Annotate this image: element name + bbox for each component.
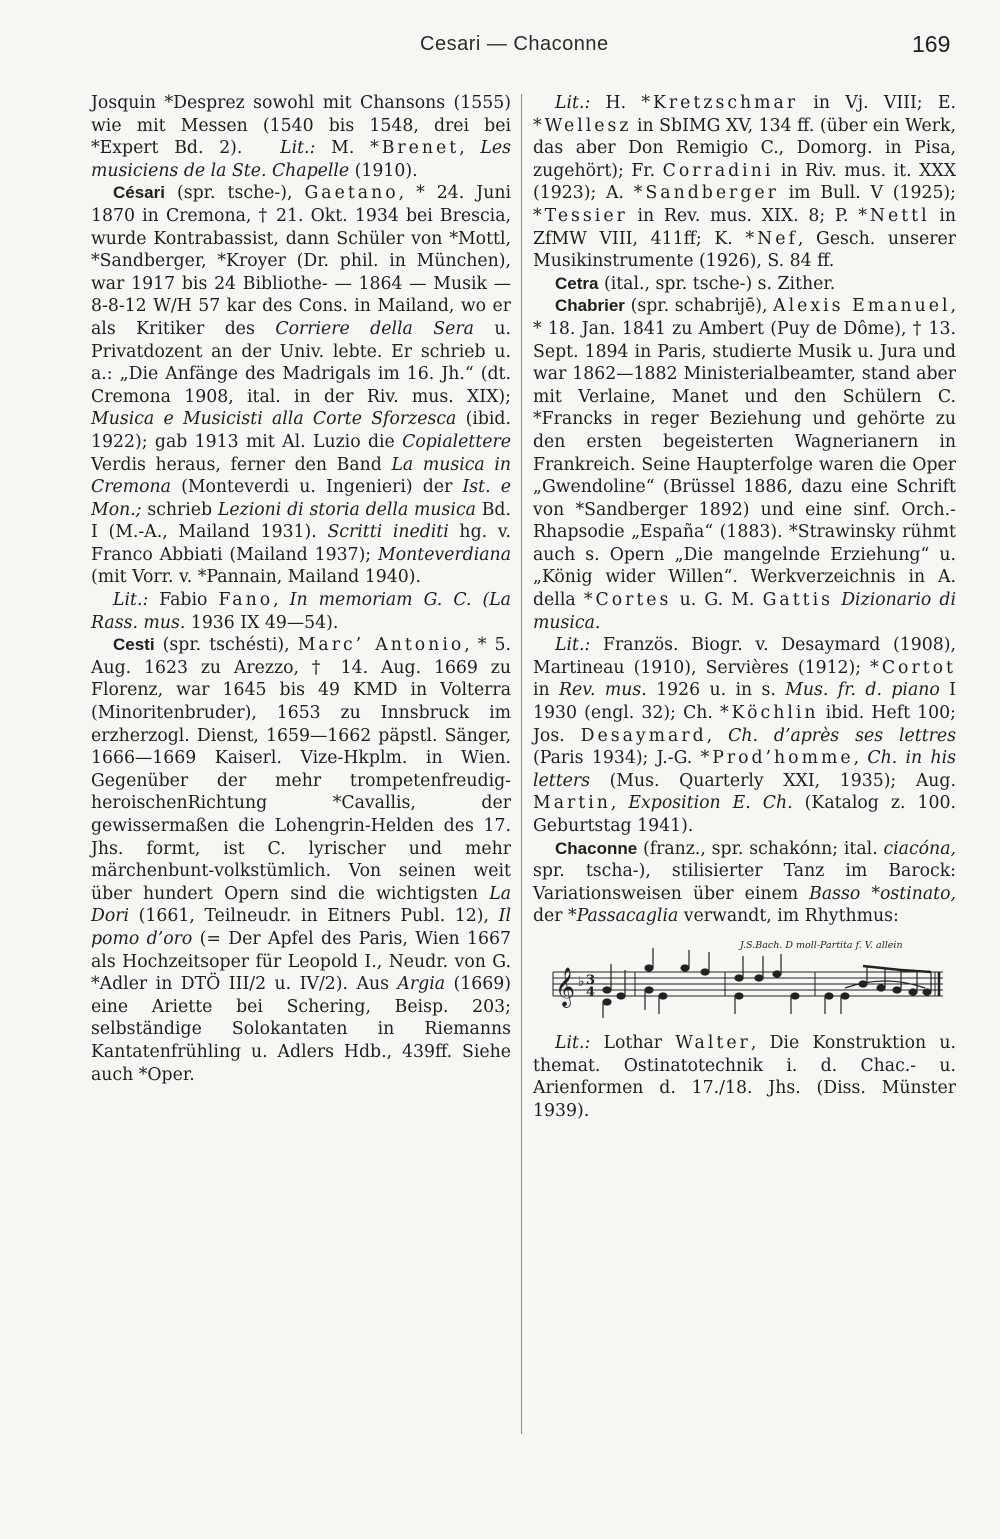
entry-josquin-continuation: Josquin *Desprez sowohl mit Chansons (1555) wie mit Messen (1540 bis 1548, drei bei *Expert Bd. 2). Lit.: M. *Brenet, Les musiciens de la Ste. Chapelle (1910).: [91, 93, 511, 181]
music-example: [545, 934, 945, 1024]
time-sig-top: 3: [586, 972, 596, 988]
entry-chaconne-literature: Lit.: Lothar Walter, Die Konstruktion u. themat. Ostinatotechnik i. d. Chac.- u. Arienformen d. 17./18. Jhs. (Diss. Münster 1939).: [533, 1032, 956, 1121]
column-divider: [521, 94, 522, 1434]
entry-cesti: Cesti (spr. tschésti), Marc’ Antonio, * 5. Aug. 1623 zu Arezzo, † 14. Aug. 1669 zu Florenz, war 1645 bis 49 KMD in Volterra (Minoritenbruder), 1653 zu Innsbruck im erzherzogl. Dienst, 1659—1662 päpstl. Sänger, 1666—1669 Kaiserl. Vize-Hkplm. in Wien. Gegenüber der mehr trompetenfreudig-heroischenRichtung *Cavallis, der gewissermaßen die Lohengrin-Helden des 17. Jhs. formt, ist C. lyrischer und mehr märchenbunt-volkstümlich. Von seinen weit über hundert Opern sind die wichtigsten La Dori (1661, Teilneudr. in Eitners Publ. 12), Il pomo d’oro (= Der Apfel des Paris, Wien 1667 als Hochzeitsoper für Leopold I., Neudr. von G. *Adler in DTÖ III/2 u. IV/2). Aus Argia (1669) eine Ariette bei Schering, Beisp. 203; selbständige Solokantaten in Riemanns Kantatenfrühling u. Adlers Hdb., 439ff. Siehe auch *Oper.: [91, 635, 511, 1085]
music-caption: J.S.Bach. D moll-Partita f. V. allein: [740, 939, 903, 951]
entry-chabrier: Chabrier (spr. schabrijē), Alexis Emanuel, * 18. Jan. 1841 zu Ambert (Puy de Dôme), † 13. Sept. 1894 in Paris, studierte Musik u. Jura und war 1862—1882 Ministerialbeamter, stand aber mit Verlaine, Manet und den Schülern C. *Francks in reger Beziehung und gehörte zu den ersten begeisterten Wagnerianern in Frankreich. Seine Haupterfolge waren die Oper „Gwendoline“ (Brüssel 1886, dazu eine Schrift von *Sandberger 1892) und eine sinf. Orch.-Rhapsodie „España“ (1883). *Strawinsky rühmt auch s. Opern „Die mangelnde Erziehung“ u. „König wider Willen“. Werkverzeichnis in A. della *Cortes u. G. M. Gattis Dizionario di musica. Lit.: Französ. Biogr. v. Desaymard (1908), Martineau (1910), Servières (1912); *Cortot in Rev. mus. 1926 u. in s. Mus. fr. d. piano I 1930 (engl. 32); Ch. *Köchlin ibid. Heft 100; Jos. Desaymard, Ch. d’après ses lettres (Paris 1934); J.-G. *Prod’homme, Ch. in his letters (Mus. Quarterly XXI, 1935); Aug. Martin, Exposition E. Ch. (Katalog z. 100. Geburtstag 1941).: [533, 296, 957, 836]
entry-cesari: Césari (spr. tsche-), Gaetano, * 24. Juni 1870 in Cremona, † 21. Okt. 1934 bei Brescia, wurde Kontrabassist, dann Schüler von *Mottl, *Sandberger, *Kroyer (Dr. phil. in München), war 1917 bis 24 Bibliothe- — 1864 — Musik — 8-8-12 W/H 57 kar des Cons. in Mailand, wo er als Kritiker des Corriere della Sera u. Privatdozent an der Univ. lebte. Er schrieb u. a.: „Die Anfänge des Madrigals im 16. Jh.“ (dt. Cremona 1908, ital. in der Riv. mus. XIX); Musica e Musicisti alla Corte Sforzesca (ibid. 1922); gab 1913 mit Al. Luzio die Copialettere Verdis heraus, ferner den Band La musica in Cremona (Monteverdi u. Ingenieri) der Ist. e Mon.; schrieb Lezioni di storia della musica Bd. I (M.-A., Mailand 1931). Scritti inediti hg. v. Franco Abbiati (Mailand 1937); Monteverdiana (mit Vorr. v. *Pannain, Mailand 1940). Lit.: Fabio Fano, In memoriam G. C. (La Rass. mus. 1936 IX 49—54).: [91, 183, 512, 633]
right-column: [533, 92, 956, 1122]
running-title: Cesari — Chaconne: [420, 33, 609, 55]
time-sig-bottom: 4: [586, 984, 596, 1000]
running-head: [0, 33, 1000, 63]
music-notation-figure: [545, 934, 945, 1024]
headword: Chabrier: [555, 296, 625, 316]
headword: Cesti: [113, 635, 155, 655]
page-number: 169: [912, 31, 951, 57]
treble-clef-icon: 𝄞: [555, 966, 576, 1007]
entry-cetra: Cetra (ital., spr. tsche-) s. Zither.: [555, 273, 836, 294]
headword: Césari: [113, 183, 165, 203]
headword: Cetra: [555, 273, 599, 293]
beams: [863, 966, 931, 972]
notes: [603, 948, 931, 1018]
entry-chaconne: Chaconne (franz., spr. schakónn; ital. ciacóna, spr. tscha-), stilisierter Tanz im Barock: Variationsweisen über einem Basso *ostinato, der *Passacaglia verwandt, im Rhythmus:: [533, 838, 956, 927]
left-column: [91, 92, 511, 1086]
flat-icon: ♭: [578, 973, 585, 990]
entry-cesti-literature: Lit.: H. *Kretzschmar in Vj. VIII; E. *Wellesz in SbIMG XV, 134 ff. (über ein Werk, das aber Don Remigio C., Domorg. in Pisa, zugehört); Fr. Corradini in Riv. mus. it. XXX (1923); A. *Sandberger im Bull. V (1925); *Tessier in Rev. mus. XIX. 8; P. *Nettl in ZfMW VIII, 411ff; K. *Nef, Gesch. unserer Musikinstrumente (1926), S. 84 ff.: [533, 93, 956, 272]
headword: Chaconne: [555, 838, 638, 858]
